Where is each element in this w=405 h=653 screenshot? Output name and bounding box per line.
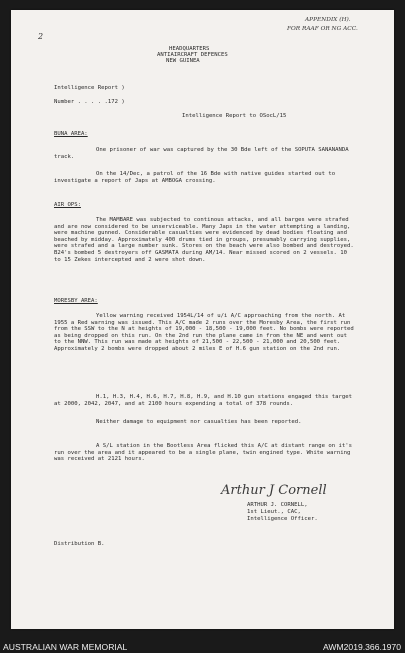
margin-mark: 2 [38, 32, 44, 41]
document-page [11, 10, 394, 629]
signature-name: ARTHUR J. CORNELL, [247, 502, 308, 508]
handwritten-note-line2: FOR RAAF OR NG ACC. [287, 26, 358, 32]
moresby-paragraph-3: Neither damage to equipment nor casualties has been reported. [96, 419, 302, 425]
buna-paragraph-1: One prisoner of war was captured by the 30 Bde left of the SOPUTA SANANANDA track. [54, 147, 349, 160]
signature-title: Intelligence Officer. [247, 516, 318, 522]
buna-paragraph-2: On the 14/Dec, a patrol of the 16 Bde with native guides started out to investigate a report of Japs at AMBOGA crossing. [54, 171, 336, 184]
signature-handwritten: Arthur J Cornell [221, 483, 327, 498]
moresby-paragraph-2: H.1, H.3, H.4, H.6, H.7, H.8, H.9, and H.10 gun stations engaged this target at 2000, 2042, 2047, and at 2100 hours expending a total of 378 rounds. [54, 394, 352, 407]
airops-heading: AIR OPS: [54, 202, 81, 208]
airops-paragraph-1: The MAMBARE was subjected to continous attacks, and all barges were strafed and are now considered to be unserviceable. Many Japs in the water attempting a landing, were machine gunned. Considerable casualties were evidenced by dead bodies floating and beached by midday. Approximately 400 drums tied in groups, presumably carrying supplies, were strafed and a large number sunk. Stores on the beach were also bombed and destroyed. B24's bombed 5 destroyers off GASMATA during AM/14. Near missed scored on 2 vessels. 10 to 15 Zekes intercepted and 2 were shot down. [54, 217, 354, 263]
moresby-heading: MORESBY AREA: [54, 298, 98, 304]
moresby-paragraph-4: A S/L station in the Bootless Area flicked this A/C at distant range on it's run over the area and it appeared to be a single plane, twin engined type. White warning was received at 2121 hours. [54, 443, 352, 463]
signature-rank: 1st Lieut., CAC, [247, 509, 301, 515]
archive-footer [0, 631, 405, 653]
footer-accession-number: AWM2019.366.1970 [322, 642, 401, 652]
distribution: Distribution B. [54, 541, 105, 547]
report-to: Intelligence Report to OSocL/15 [182, 113, 287, 119]
number-label: Number . . . . .172 ) [54, 99, 125, 105]
intel-report-label: Intelligence Report ) [54, 85, 125, 91]
footer-institution: AUSTRALIAN WAR MEMORIAL [3, 642, 128, 652]
header-line1: HEADQUARTERS [169, 46, 210, 52]
header-line3: NEW GUINEA [166, 58, 200, 64]
header-line2: ANTIAIRCRAFT DEFENCES [157, 52, 228, 58]
handwritten-note-line1: APPENDIX (H). [305, 17, 351, 23]
moresby-paragraph-1: Yellow warning received 1954L/14 of u/i A/C approaching from the north. At 1955 a Red warning was issued. This A/C made 2 runs over the Moresby Area, the first run from the SSW to the N at heights of 19,000 - 18,500 - 19,000 feet. No bombs were reported as being dropped on this run. On the 2nd run the plane came in from the NE and went out to the NNW. This run was made at heights of 21,500 - 22,500 - 21,000 and 20,500 feet. Approximately 2 bombs were dropped about 2 miles E of H.6 gun station on the 2nd run. [54, 313, 354, 352]
buna-heading: BUNA AREA: [54, 131, 88, 137]
